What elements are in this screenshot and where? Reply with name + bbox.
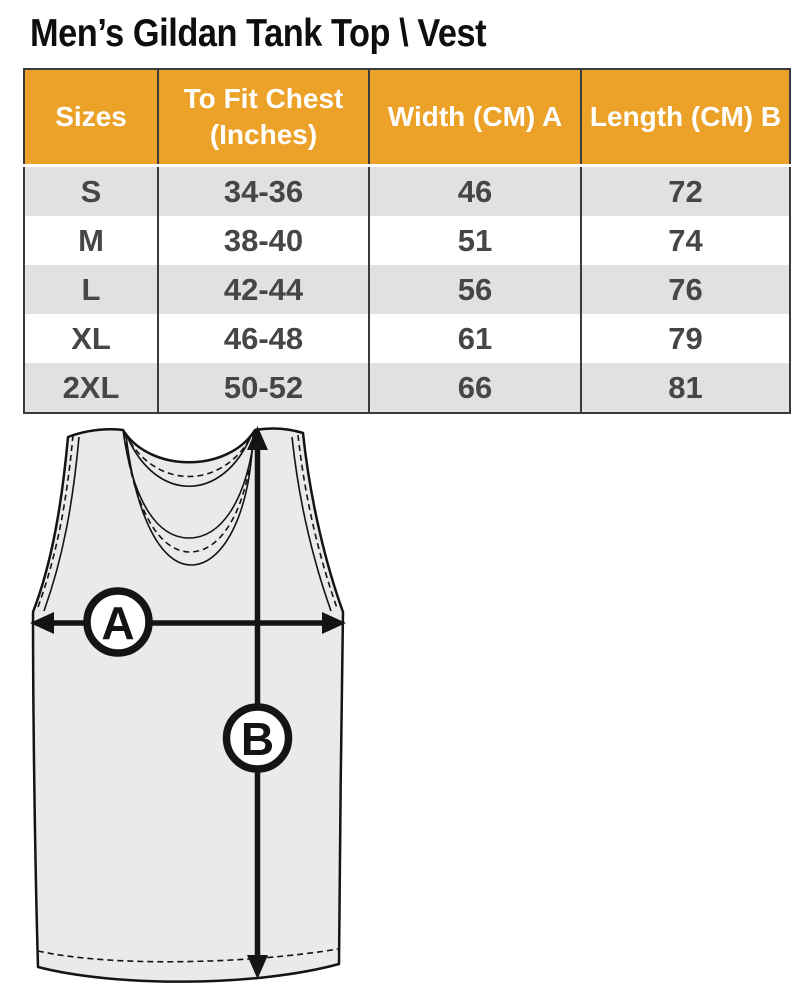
chest-cell: 42-44: [158, 265, 369, 314]
length-cell: 74: [581, 216, 790, 265]
size-cell: XL: [71, 320, 111, 356]
width-cell: 51: [369, 216, 581, 265]
chest-cell: 46-48: [158, 314, 369, 363]
tank-top-measurement-diagram: [0, 415, 420, 1000]
size-cell: 2XL: [62, 369, 120, 405]
width-cell: 66: [369, 363, 581, 413]
col-header-chest: To Fit Chest (Inches): [158, 69, 369, 166]
length-cell: 76: [581, 265, 790, 314]
width-label: A: [101, 597, 135, 649]
chest-cell: 50-52: [158, 363, 369, 413]
col-header-length: Length (CM) B: [581, 69, 790, 166]
size-cell: L: [81, 271, 101, 307]
table-row-xl: [24, 314, 790, 363]
width-label-badge: [87, 591, 149, 653]
col-header-sizes: Sizes: [24, 69, 158, 166]
size-cell: M: [78, 222, 104, 258]
length-label-badge: [227, 707, 289, 769]
width-cell: 46: [369, 166, 581, 217]
length-cell: 79: [581, 314, 790, 363]
width-cell: 56: [369, 265, 581, 314]
table-row-s: [24, 166, 790, 217]
table-row-2xl: [24, 363, 790, 413]
table-row-m: [24, 216, 790, 265]
table-row-l: [24, 265, 790, 314]
table-header: [24, 69, 790, 166]
length-cell: 81: [581, 363, 790, 413]
width-cell: 61: [369, 314, 581, 363]
page-title: Men’s Gildan Tank Top \ Vest: [30, 12, 487, 55]
size-chart-table: [23, 68, 791, 414]
chest-cell: 38-40: [158, 216, 369, 265]
length-cell: 72: [581, 166, 790, 217]
tank-top-outline: [33, 429, 343, 982]
length-label: B: [240, 713, 275, 765]
size-cell: S: [80, 173, 102, 209]
chest-cell: 34-36: [158, 166, 369, 217]
col-header-width: Width (CM) A: [369, 69, 581, 166]
